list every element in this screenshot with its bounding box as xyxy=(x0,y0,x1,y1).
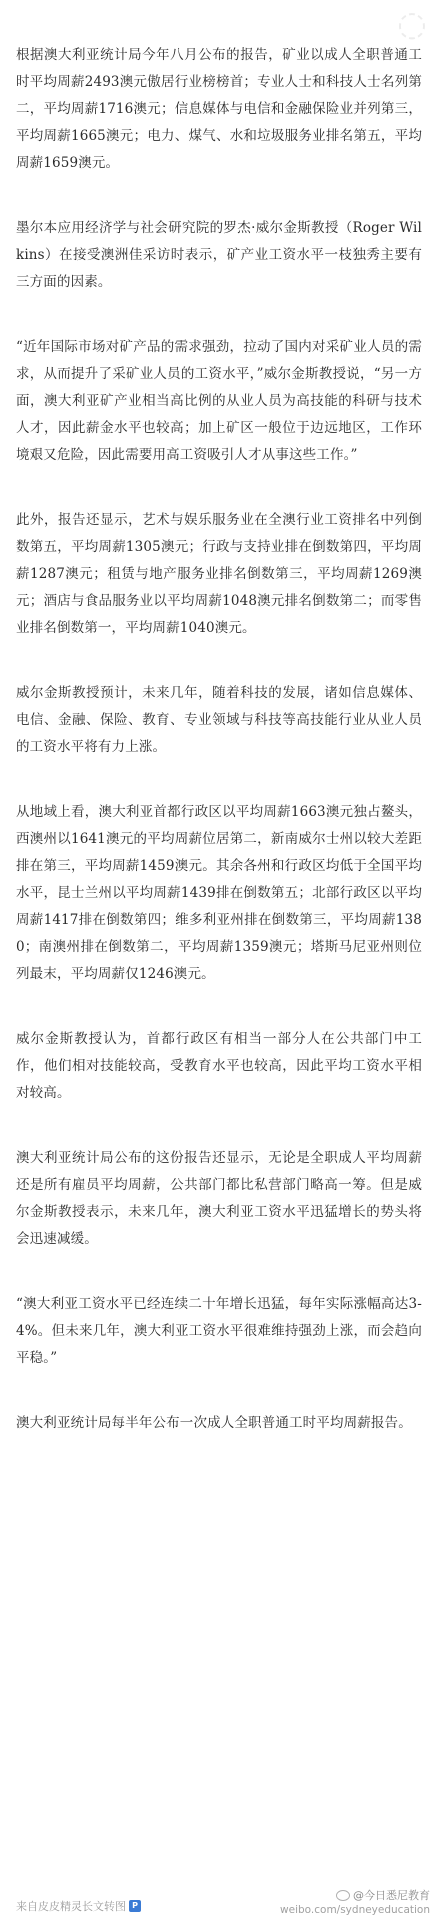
weibo-eye-icon xyxy=(336,1890,350,1901)
paragraph: 从地域上看，澳大利亚首都行政区以平均周薪1663澳元独占鳌头，西澳州以1641澳元的平均周薪位居第二，新南威尔士州以较大差距排在第三，平均周薪1459澳元。其余各州和行政区均低于全国平均水平，昆士兰州以平均周薪1439排在倒数第五；北部行政区以平均周薪1417排在倒数第四；维多利亚州排在倒数第三，平均周薪1380；南澳州排在倒数第二，平均周薪1359澳元；塔斯马尼亚州则位列最末，平均周薪仅1246澳元。 xyxy=(16,804,422,982)
paragraph: 根据澳大利亚统计局今年八月公布的报告，矿业以成人全职普通工时平均周薪2493澳元傲居行业榜榜首；专业人士和科技人士名列第二，平均周薪1716澳元；信息媒体与电信和金融保险业并列第三，平均周薪1665澳元；电力、煤气、水和垃圾服务业排名第五，平均周薪1659澳元。 xyxy=(16,47,422,171)
source-text: 来自皮皮精灵长文转图 xyxy=(16,1900,126,1913)
weibo-url[interactable]: weibo.com/sydneyeducation xyxy=(280,1904,430,1916)
paragraph: 墨尔本应用经济学与社会研究院的罗杰·威尔金斯教授（Roger Wilkins）在接受澳洲佳采访时表示，矿产业工资水平一枝独秀主要有三方面的因素。 xyxy=(16,220,422,290)
pipi-logo-icon: P xyxy=(129,1900,141,1912)
weibo-handle[interactable]: @今日悉尼教育 xyxy=(353,1889,430,1902)
paragraph: 威尔金斯教授认为，首都行政区有相当一部分人在公共部门中工作，他们相对技能较高，受教育水平也较高，因此平均工资水平相对较高。 xyxy=(16,1031,422,1101)
footer xyxy=(0,1888,440,1928)
paragraph: 威尔金斯教授预计，未来几年，随着科技的发展，诸如信息媒体、电信、金融、保险、教育、专业领域与科技等高技能行业从业人员的工资水平将有力上涨。 xyxy=(16,685,422,755)
sina-watermark-icon: ◌ xyxy=(397,4,427,44)
paragraph: 澳大利亚统计局每半年公布一次成人全职普通工时平均周薪报告。 xyxy=(16,1415,412,1431)
weibo-credit xyxy=(280,1888,430,1918)
article-body xyxy=(16,42,422,1475)
paragraph: 澳大利亚统计局公布的这份报告还显示，无论是全职成人平均周薪还是所有雇员平均周薪，公共部门都比私营部门略高一筹。但是威尔金斯教授表示，未来几年，澳大利亚工资水平迅猛增长的势头将会迅速减缓。 xyxy=(16,1150,422,1247)
paragraph: 此外，报告还显示，艺术与娱乐服务业在全澳行业工资排名中列倒数第五，平均周薪1305澳元；行政与支持业排在倒数第四，平均周薪1287澳元；租赁与地产服务业排名倒数第三，平均周薪1269澳元；酒店与食品服务业以平均周薪1048澳元排名倒数第二；而零售业排名倒数第一，平均周薪1040澳元。 xyxy=(16,512,422,636)
source-credit xyxy=(16,1898,141,1914)
paragraph: “澳大利亚工资水平已经连续二十年增长迅猛，每年实际涨幅高达3-4%。但未来几年，澳大利亚工资水平很难维持强劲上涨，而会趋向平稳。” xyxy=(16,1296,422,1366)
paragraph: “近年国际市场对矿产品的需求强劲，拉动了国内对采矿业人员的需求，从而提升了采矿业人员的工资水平，”威尔金斯教授说，“另一方面，澳大利亚矿产业相当高比例的从业人员为高技能的科研与技术人才，因此薪金水平也较高；加上矿区一般位于边远地区，工作环境艰又危险，因此需要用高工资吸引人才从事这些工作。” xyxy=(16,339,422,463)
